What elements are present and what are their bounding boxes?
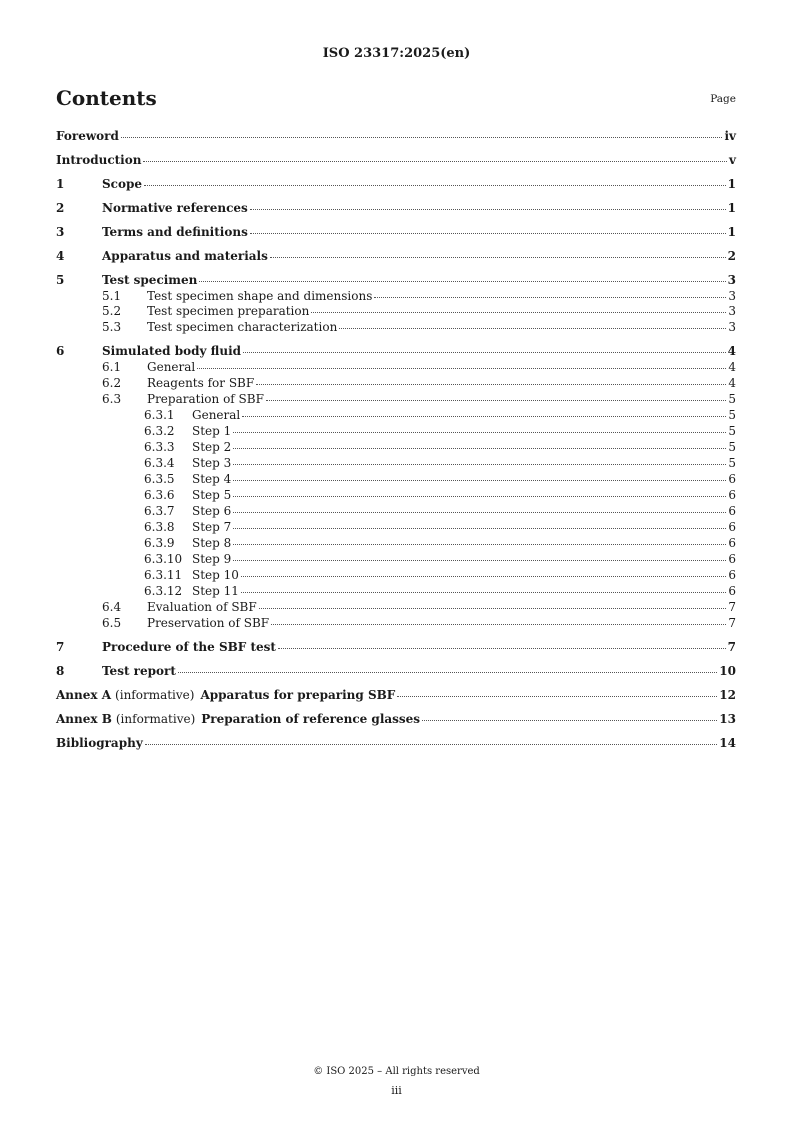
- toc-entry-number: 6.3.10: [144, 552, 183, 566]
- toc-entry-number: 6: [56, 344, 65, 358]
- toc-entry-number: 6.3.4: [144, 456, 175, 470]
- toc-dot-leader: [374, 297, 726, 298]
- toc-entry[interactable]: [56, 305, 736, 317]
- toc-entry-page: 10: [719, 664, 736, 678]
- toc-dot-leader: [271, 624, 726, 625]
- toc-entry[interactable]: [56, 441, 736, 453]
- toc-entry[interactable]: [56, 274, 736, 286]
- toc-entry-page: 12: [719, 688, 736, 702]
- toc-dot-leader: [178, 672, 717, 673]
- toc-entry-page: 1: [727, 201, 736, 215]
- toc-entry-title: Foreword: [56, 129, 119, 143]
- toc-entry-title: Reagents for SBF: [147, 376, 255, 390]
- toc-dot-leader: [233, 432, 726, 433]
- toc-dot-leader: [233, 528, 726, 529]
- toc-dot-leader: [259, 608, 727, 609]
- toc-dot-leader: [233, 464, 726, 465]
- toc-entry-page: 5: [728, 456, 736, 470]
- toc-entry[interactable]: [56, 290, 736, 302]
- toc-dot-leader: [197, 368, 726, 369]
- toc-dot-leader: [233, 496, 726, 497]
- toc-entry-title: Evaluation of SBF: [147, 600, 257, 614]
- toc-entry-page: iv: [724, 129, 736, 143]
- toc-entry-page: 4: [728, 360, 736, 374]
- toc-entry[interactable]: [56, 537, 736, 549]
- toc-entry-page: 7: [728, 616, 736, 630]
- copyright-footer: © ISO 2025 – All rights reserved: [313, 1066, 480, 1077]
- toc-entry[interactable]: [56, 154, 736, 166]
- toc-entry-title: Test report: [102, 664, 176, 678]
- toc-entry-title: Introduction: [56, 153, 142, 167]
- toc-annex-informative: (informative): [115, 688, 195, 702]
- toc-entry[interactable]: [56, 226, 736, 238]
- toc-entry-number: 8: [56, 664, 65, 678]
- toc-entry-page: 6: [728, 488, 736, 502]
- toc-entry-title: General: [147, 360, 196, 374]
- toc-entry-number: 6.3.6: [144, 488, 175, 502]
- toc-dot-leader: [145, 744, 718, 745]
- toc-entry-page: 5: [728, 424, 736, 438]
- toc-entry-title: Step 9: [192, 552, 232, 566]
- toc-entry-number: 7: [56, 640, 65, 654]
- toc-entry-page: 2: [727, 249, 736, 263]
- page-column-label: Page: [710, 93, 736, 105]
- toc-entry[interactable]: [56, 250, 736, 262]
- toc-entry-title: Preservation of SBF: [147, 616, 270, 630]
- document-header: ISO 23317:2025(en): [322, 46, 471, 61]
- toc-entry-number: 6.3.1: [144, 408, 175, 422]
- toc-entry-title: Step 6: [192, 504, 232, 518]
- toc-entry-title: Test specimen preparation: [147, 304, 310, 318]
- toc-entry-number: 6.3.3: [144, 440, 175, 454]
- toc-entry-page: 6: [728, 568, 736, 582]
- toc-dot-leader: [241, 592, 726, 593]
- toc-entry[interactable]: [56, 689, 736, 701]
- toc-entry[interactable]: [56, 713, 736, 725]
- toc-entry[interactable]: [56, 361, 736, 373]
- toc-entry-title: Apparatus for preparing SBF: [200, 688, 396, 702]
- toc-entry-number: 6.3.12: [144, 584, 183, 598]
- toc-entry[interactable]: [56, 737, 736, 749]
- toc-entry-title: Step 11: [192, 584, 239, 598]
- toc-entry-number: 3: [56, 225, 65, 239]
- toc-dot-leader: [233, 560, 726, 561]
- toc-entry[interactable]: [56, 473, 736, 485]
- toc-entry[interactable]: [56, 409, 736, 421]
- toc-annex-label: Annex B: [56, 712, 112, 726]
- toc-entry-page: 14: [719, 736, 736, 750]
- toc-entry-page: 13: [719, 712, 736, 726]
- toc-entry-page: v: [729, 153, 736, 167]
- toc-entry-page: 3: [728, 304, 736, 318]
- toc-entry[interactable]: [56, 130, 736, 142]
- toc-dot-leader: [250, 209, 726, 210]
- toc-entry-title: Step 10: [192, 568, 239, 582]
- toc-entry-title: Simulated body fluid: [102, 344, 242, 358]
- toc-dot-leader: [143, 161, 727, 162]
- toc-entry-page: 5: [728, 440, 736, 454]
- toc-entry-title: Step 2: [192, 440, 232, 454]
- toc-entry-page: 5: [728, 392, 736, 406]
- toc-entry-number: 1: [56, 177, 65, 191]
- toc-entry-page: 6: [728, 472, 736, 486]
- toc-entry[interactable]: [56, 393, 736, 405]
- toc-entry-title: Normative references: [102, 201, 248, 215]
- toc-entry-title: Step 1: [192, 424, 232, 438]
- toc-entry-number: 6.2: [102, 376, 122, 390]
- toc-dot-leader: [266, 400, 726, 401]
- toc-entry[interactable]: [56, 553, 736, 565]
- toc-entry-number: 6.3.11: [144, 568, 183, 582]
- toc-dot-leader: [311, 312, 726, 313]
- toc-entry-page: 4: [728, 376, 736, 390]
- toc-entry-number: 5.2: [102, 304, 122, 318]
- toc-entry[interactable]: [56, 345, 736, 357]
- toc-entry[interactable]: [56, 521, 736, 533]
- toc-entry-page: 6: [728, 504, 736, 518]
- toc-entry-page: 6: [728, 584, 736, 598]
- page-number: iii: [391, 1084, 402, 1097]
- toc-entry-title: Step 5: [192, 488, 232, 502]
- toc-entry[interactable]: [56, 202, 736, 214]
- toc-entry[interactable]: [56, 457, 736, 469]
- toc-entry-number: 6.1: [102, 360, 122, 374]
- toc-annex-informative: (informative): [115, 712, 196, 726]
- toc-entry-title: Scope: [102, 177, 143, 191]
- toc-dot-leader: [270, 257, 726, 258]
- toc-entry[interactable]: [56, 641, 736, 653]
- toc-entry-title: Apparatus and materials: [102, 249, 268, 263]
- toc-entry[interactable]: [56, 321, 736, 333]
- toc-dot-leader: [199, 281, 725, 282]
- toc-entry-title: Step 7: [192, 520, 232, 534]
- toc-entry[interactable]: [56, 505, 736, 517]
- toc-entry[interactable]: [56, 489, 736, 501]
- toc-entry[interactable]: [56, 425, 736, 437]
- toc-entry-number: 2: [56, 201, 65, 215]
- toc-entry-title: Test specimen characterization: [147, 320, 338, 334]
- toc-entry-title: Procedure of the SBF test: [102, 640, 276, 654]
- toc-annex-label: Annex A: [56, 688, 112, 702]
- toc-entry-number: 5.1: [102, 289, 122, 303]
- toc-dot-leader: [233, 512, 726, 513]
- toc-entry-title: Test specimen: [102, 273, 198, 287]
- toc-entry-page: 3: [728, 320, 736, 334]
- toc-entry-number: 6.4: [102, 600, 122, 614]
- toc-entry-page: 7: [728, 600, 736, 614]
- toc-dot-leader: [241, 576, 726, 577]
- toc-dot-leader: [422, 720, 717, 721]
- toc-dot-leader: [233, 480, 726, 481]
- toc-dot-leader: [144, 185, 726, 186]
- toc-entry-number: 6.3.9: [144, 536, 175, 550]
- toc-dot-leader: [278, 648, 726, 649]
- toc-entry-title: Preparation of SBF: [147, 392, 264, 406]
- toc-entry-page: 7: [727, 640, 736, 654]
- contents-title: Contents: [56, 86, 157, 110]
- toc-entry[interactable]: [56, 377, 736, 389]
- toc-entry[interactable]: [56, 569, 736, 581]
- toc-entry[interactable]: [56, 617, 736, 629]
- toc-entry-title: Terms and definitions: [102, 225, 248, 239]
- toc-dot-leader: [242, 416, 726, 417]
- toc-entry-page: 6: [728, 536, 736, 550]
- toc-entry-number: 5.3: [102, 320, 122, 334]
- toc-entry-page: 3: [727, 273, 736, 287]
- toc-entry[interactable]: [56, 585, 736, 597]
- toc-entry-title: Preparation of reference glasses: [201, 712, 421, 726]
- toc-entry-number: 5: [56, 273, 65, 287]
- toc-entry-number: 6.3.8: [144, 520, 175, 534]
- toc-entry[interactable]: [56, 601, 736, 613]
- toc-dot-leader: [233, 544, 726, 545]
- toc-dot-leader: [397, 696, 717, 697]
- toc-entry-page: 5: [728, 408, 736, 422]
- toc-entry-title: General: [192, 408, 241, 422]
- toc-dot-leader: [233, 448, 726, 449]
- toc-entry-title: Step 8: [192, 536, 232, 550]
- toc-entry-number: 4: [56, 249, 65, 263]
- toc-dot-leader: [250, 233, 726, 234]
- toc-entry-title: Test specimen shape and dimensions: [147, 289, 373, 303]
- toc-dot-leader: [339, 328, 726, 329]
- toc-entry-page: 6: [728, 520, 736, 534]
- toc-entry[interactable]: [56, 178, 736, 190]
- toc-dot-leader: [256, 384, 726, 385]
- toc-entry-number: 6.3.7: [144, 504, 175, 518]
- toc-entry-page: 6: [728, 552, 736, 566]
- toc-entry[interactable]: [56, 665, 736, 677]
- toc-entry-page: 1: [727, 177, 736, 191]
- toc-entry-page: 4: [727, 344, 736, 358]
- toc-entry-number: 6.3: [102, 392, 122, 406]
- toc-entry-title: Step 3: [192, 456, 232, 470]
- toc-entry-number: 6.3.5: [144, 472, 175, 486]
- toc-entry-number: 6.5: [102, 616, 122, 630]
- toc-dot-leader: [121, 137, 723, 138]
- toc-entry-page: 3: [728, 289, 736, 303]
- toc-entry-title: Step 4: [192, 472, 232, 486]
- toc-entry-number: 6.3.2: [144, 424, 175, 438]
- toc-entry-title: Bibliography: [56, 736, 143, 750]
- toc-entry-page: 1: [727, 225, 736, 239]
- toc-dot-leader: [243, 352, 726, 353]
